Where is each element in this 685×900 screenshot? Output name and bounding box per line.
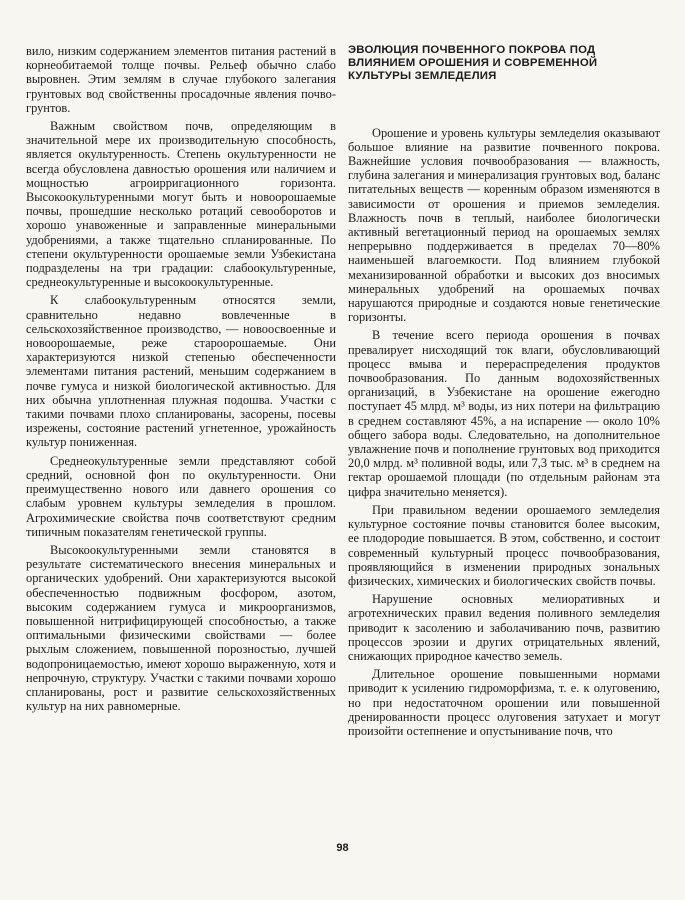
right-column	[348, 44, 660, 742]
page-number: 98	[336, 842, 349, 854]
body-paragraph: В течение всего периода орошения в почвах превалирует нисходящий ток влаги, обусловливающий процесс вмыва и перераспределения продуктов почвообразования. По данным водохозяйственных организаций, в Узбекистане на орошение ежегодно поступает 45 млрд. м³ воды, из них потери на фильтрацию в среднем составляют 45%, а на испарение — около 10% общего забора воды. Следовательно, на дополнительное увлажнение почв и пополнение грунтовых вод приходится 20,0 млрд. м³ поливной воды, или 7,3 тыс. м³ в среднем на гектар орошаемой площади (по отдельным районам эта цифра значительно меняется).	[348, 328, 660, 499]
body-paragraph: Нарушение основных мелиоративных и агротехнических правил ведения поливного земледелия приводит к засолению и заболачиванию почв, развитию процессов эрозии и других отрицательных явлений, снижающих природное качество земель.	[348, 592, 660, 663]
left-column	[26, 44, 336, 717]
body-paragraph: Орошение и уровень культуры земледелия оказывают большое влияние на развитие почвенного покрова. Важнейшие условия почвообразования — влажность, глубина залегания и минерализация грунтовых вод, баланс питательных веществ — коренным образом изменяются в зависимости от орошения и приемов земледелия. Влажность почв в теплый, наиболее биологически активный вегетационный период на орошаемых землях непрерывно поддерживается в пределах 70—80% наименьшей влагоемкости. Под влиянием глубокой механизированной обработки и высоких доз вносимых минеральных удобрений на орошаемых почвах нарушаются природные и создаются новые генетические горизонты.	[348, 125, 660, 325]
body-paragraph: При правильном ведении орошаемого земледелия культурное состояние почвы становится более высоким, ее плодородие повышается. В этом, собственно, и состоит современный культурный процесс почвообразования, проявляющийся в изменении природных зональных физических, химических и биологических свойств почвы.	[348, 502, 660, 588]
body-paragraph: К слабоокультуренным относятся земли, сравнительно недавно вовлеченные в сельскохозяйственное производство, — новоосвоенные и новоорошаемые, реже староорошаемые. Они характеризуются низкой степенью обеспеченности элементами питания растений, меньшим содержанием в почве гумуса и низкой биологической активностью. Для них обычна уплотненная плужная подошва. Участки с такими почвами плохо спланированы, засорены, посевы изрежены, состояние растений угнетенное, урожайность культур пониженная.	[26, 293, 336, 450]
body-paragraph: Длительное орошение повышенными нормами приводит к усилению гидроморфизма, т. е. к олуговению, но при недостаточном орошении или повышенной дренированности процесс олуговения затухает и могут произойти остепнение и опустынивание почв, что	[348, 667, 660, 738]
body-paragraph: Высокоокультуренными земли становятся в результате систематического внесения минеральных и органических удобрений. Они характеризуются высокой обеспеченностью подвижным фосфором, азотом, высоким содержанием гумуса и микроорганизмов, повышенной нитрифицирующей способностью, а также оптимальными физическими свойствами — более рыхлым сложением, повышенной порозностью, лучшей водопроницаемостью, имеют хорошо выраженную, хотя и непрочную, структуру. Участки с такими почвами хорошо спланированы, рост и развитие сельскохозяйственных культур на них равномерные.	[26, 542, 336, 714]
body-paragraph: вило, низким содержанием элементов питания растений в корнеобитаемой толще почвы. Рельеф обычно слабо выровнен. Этим землям в случае глубокого залегания грунтовых вод свойственны просадочные явления почво-грунтов.	[26, 44, 336, 115]
body-paragraph: Среднеокультуренные земли представляют собой средний, основной фон по окультуренности. Они преимущественно нового или давнего орошения со слабым уровнем культуры земледелия в прошлом. Агрохимические свойства почв соответствуют средним типичным показателям генетической группы.	[26, 453, 336, 539]
body-paragraph: Важным свойством почв, определяющим в значительной мере их производительную способность, является окультуренность. Степень окультуренности не всегда обусловлена давностью орошения или наличием и мощностью агроирригационного горизонта. Высокоокультуренными могут быть и новоорошаемые почвы, прошедшие несколько ротаций севооборотов и хорошо унавоженные и заправленные минеральными удобрениями, а также тщательно спланированные. По степени окультуренности орошаемые земли Узбекистана подразделены на три градации: слабоокультуренные, среднеокультуренные и высокоокультуренные.	[26, 119, 336, 290]
section-heading: ЭВОЛЮЦИЯ ПОЧВЕННОГО ПОКРОВА ПОД ВЛИЯНИЕМ ОРОШЕНИЯ И СОВРЕМЕННОЙ КУЛЬТУРЫ ЗЕМЛЕДЕЛИЯ	[348, 44, 598, 83]
